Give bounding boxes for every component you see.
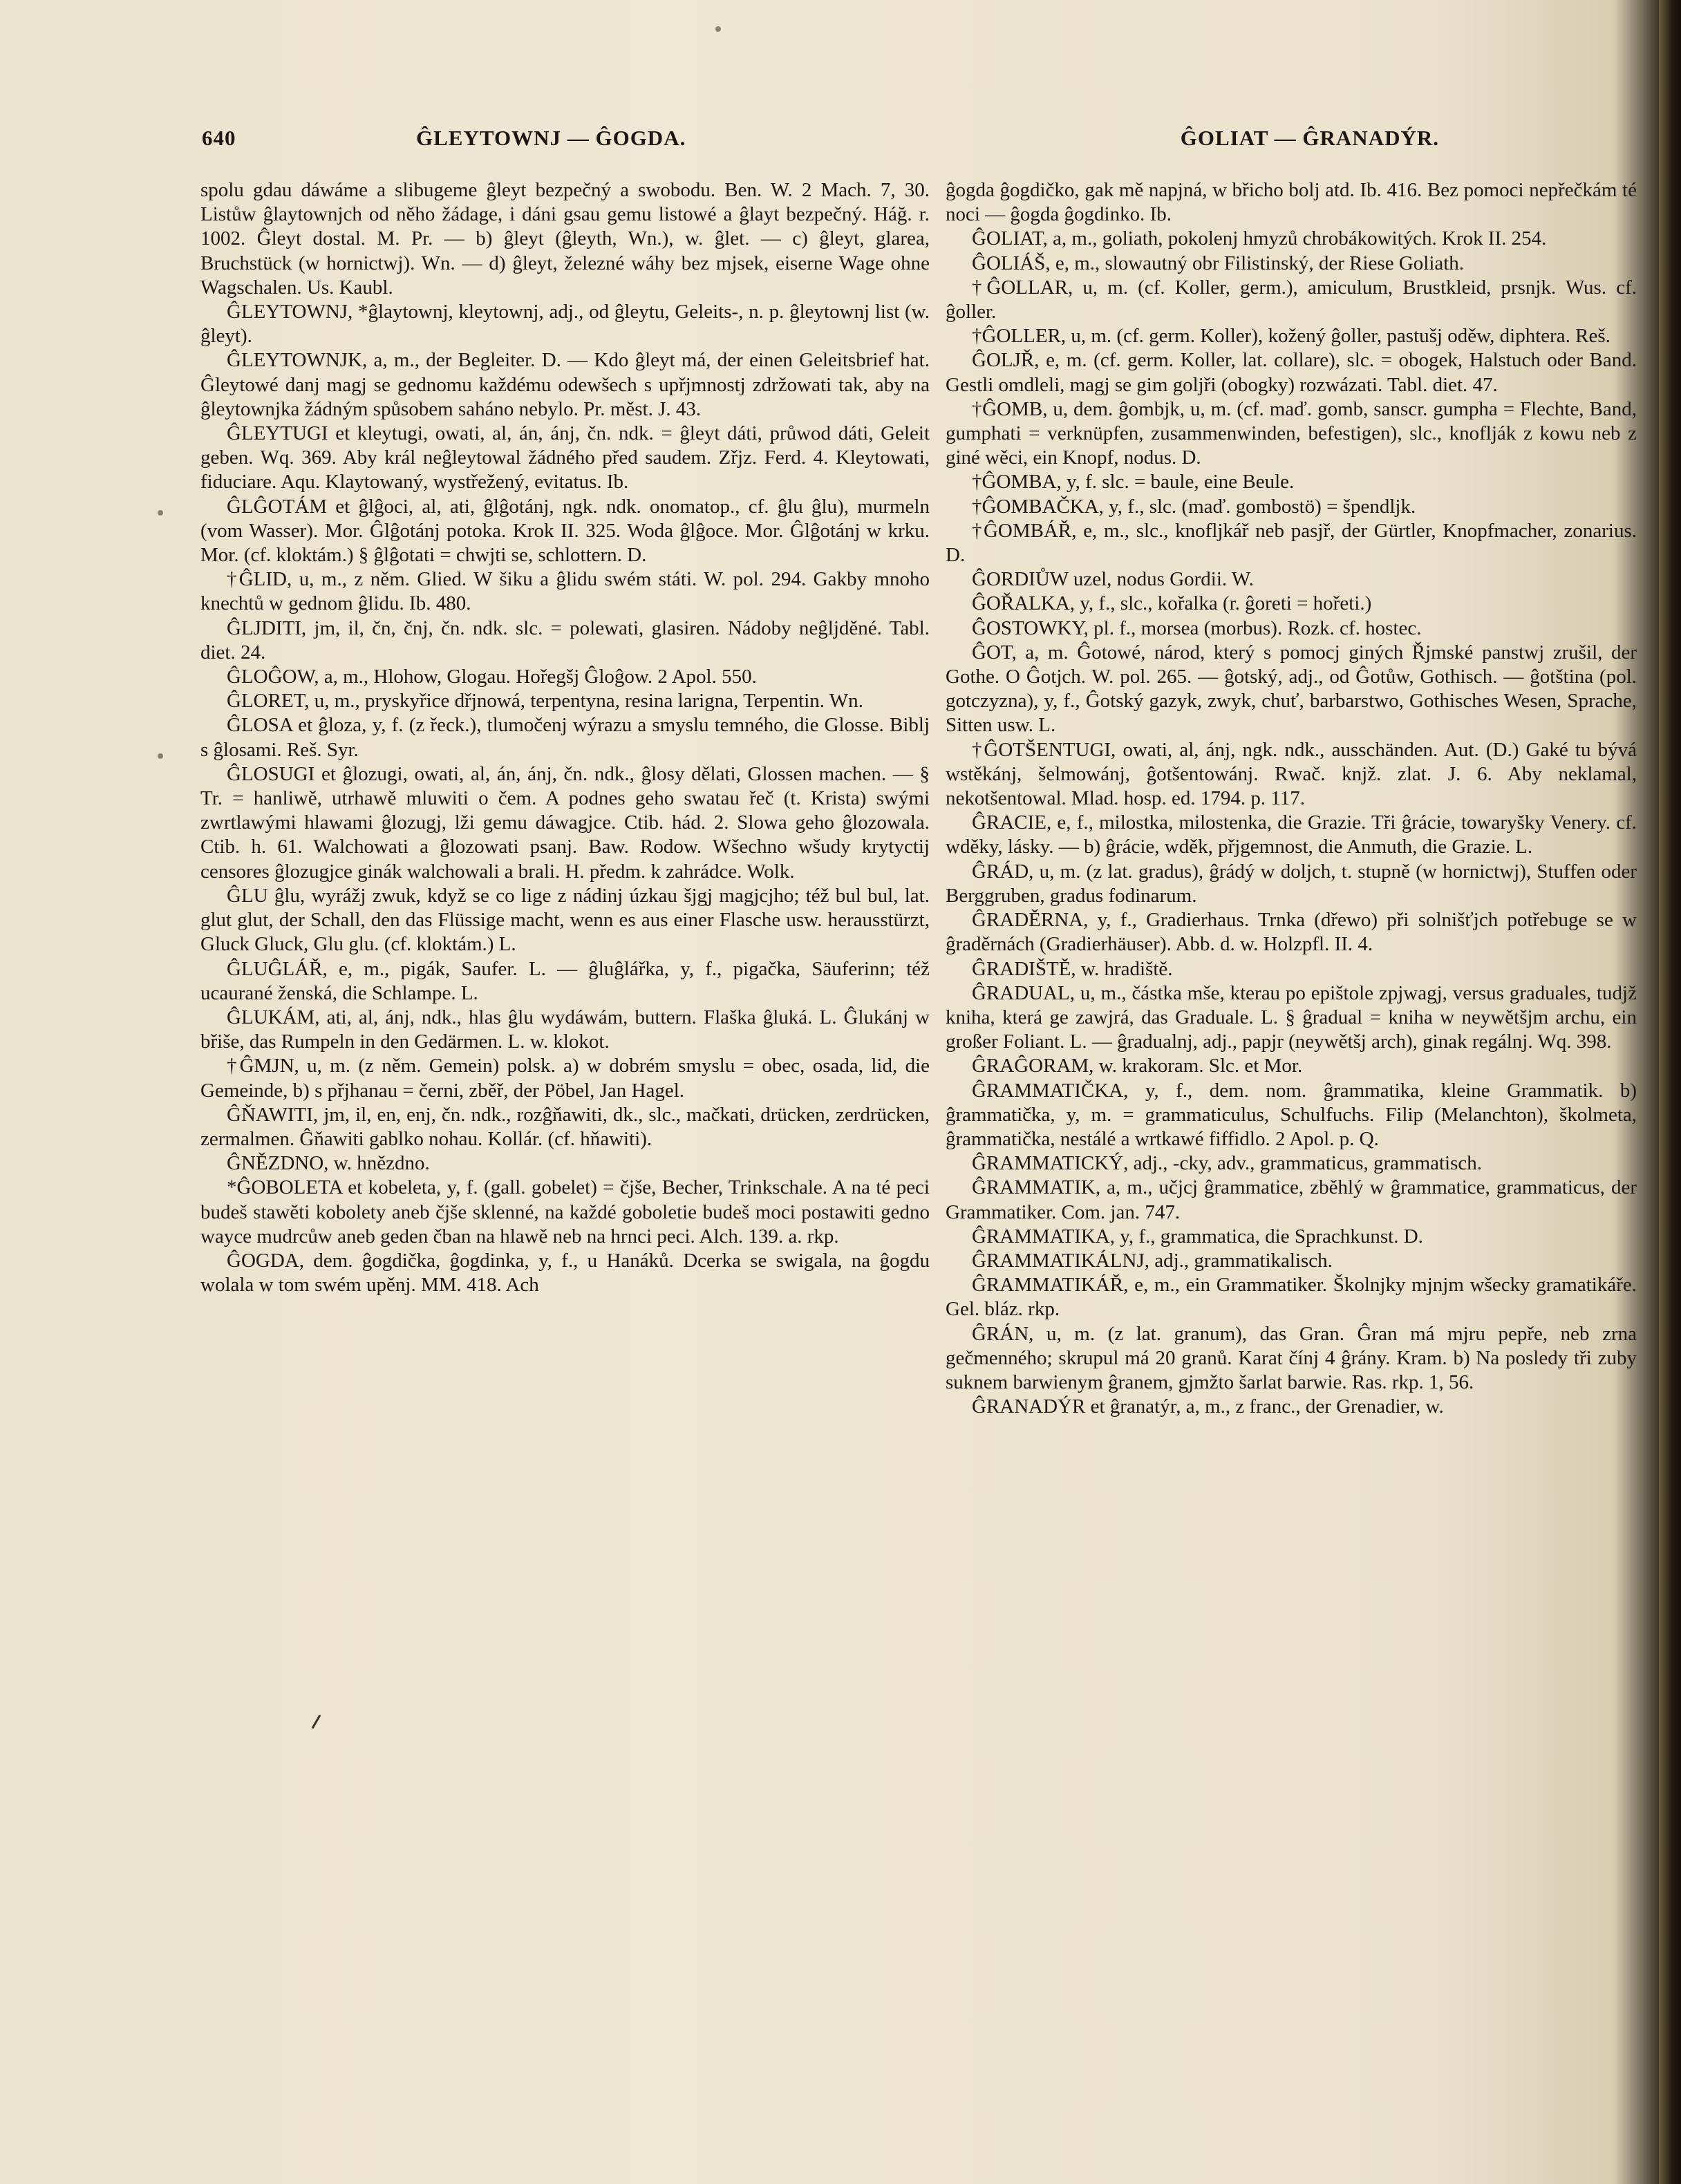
dictionary-entry: †ĜOMBA, y, f. slc. = baule, eine Beule. (972, 471, 1295, 493)
dictionary-entry: ĜLĜOTÁM et ĝlĝoci, al, ati, ĝlĝotánj, ngk. ndk. onomatop., cf. ĝlu ĝlu), murmeln (vom Wasser). Mor. Ĝlĝotánj potoka. Krok II. 325. Woda ĝlĝoce. Mor. Ĝlĝotánj w krku. Mor. (cf. kloktám.) § ĝlĝotati = chwjti se, schlottern. D. (200, 495, 930, 567)
dictionary-entry: ĜRACIE, e, f., milostka, milostenka, die Grazie. Tři ĝrácie, towaryšky Venery. cf. wděky, lásky. — b) ĝrácie, wděk, přjgemnost, die Anmuth, die Grazie. L. (946, 811, 1637, 858)
dictionary-entry: ĜRAMMATIKÁLNJ, adj., grammatikalisch. (972, 1249, 1333, 1272)
dictionary-entry: ĜOSTOWKY, pl. f., morsea (morbus). Rozk. cf. hostec. (972, 616, 1422, 639)
dictionary-entry: ĜLORET, u, m., pryskyřice dřjnowá, terpentyna, resina larigna, Terpentin. Wn. (227, 690, 863, 713)
dictionary-entry: ĜRAMMATIKA, y, f., grammatica, die Sprachkunst. D. (972, 1225, 1423, 1248)
dictionary-entry: spolu gdau dáwáme a slibugeme ĝleyt bezpečný a swobodu. Ben. W. 2 Mach. 7, 30. Listůw ĝlaytownjch od něho žádage, i dáni gsau gemu listowé a ĝlayt bezpečný. Háğ. r. 1002. Ĝleyt dostal. M. Pr. — b) ĝleyt (ĝleyth, Wn.), w. ĝlet. — c) ĝleyt, glarea, Bruchstück (w hornictwj). Wn. — d) ĝleyt, železné wáhy bez mjsek, eiserne Wage ohne Wagschalen. Us. Kaubl. (200, 179, 930, 299)
dictionary-entry: ĜLEYTOWNJK, a, m., der Begleiter. D. — Kdo ĝleyt má, der einen Geleitsbrief hat. Ĝleytowé danj magj se gednomu každému odewšech s upřjmnostj zdržowati tak, aby na ĝleytownjka žádným spůsobem saháno nebylo. Pr. měst. J. 43. (200, 349, 930, 420)
dictionary-entry: ĜRAMMATIK, a, m., učjcj ĝrammatice, zběhlý w ĝrammatice, grammaticus, der Grammatiker. Com. jan. 747. (946, 1176, 1637, 1223)
dictionary-entry: ĜOŘALKA, y, f., slc., kořalka (r. ĝoreti = hořeti.) (972, 592, 1372, 615)
dictionary-entry: †ĜOTŠENTUGI, owati, al, ánj, ngk. ndk., ausschänden. Aut. (D.) Gaké tu bývá wstěkánj, šelmowánj, ĝotšentowánj. Rwač. knjž. zlat. J. 6. Aby neklamal, nekotšentowal. Mlad. hosp. ed. 1794. p. 117. (946, 738, 1637, 810)
margin-speck (158, 510, 163, 516)
dictionary-entry: †ĜOMBAČKA, y, f., slc. (maď. gombostö) = špendljk. (972, 495, 1416, 518)
running-header (202, 126, 1439, 156)
page-speck (715, 26, 721, 32)
dictionary-entry: †ĜMJN, u, m. (z něm. Gemein) polsk. a) w dobrém smyslu = obec, osada, lid, die Gemeinde, b) s přjhanau = černi, zběř, der Pöbel, Jan Hagel. (200, 1055, 930, 1102)
dictionary-entry: ĜLJDITI, jm, il, čn, čnj, čn. ndk. slc. = polewati, glasiren. Nádoby neĝljděné. Tabl. diet. 24. (200, 616, 930, 663)
left-column (200, 178, 930, 1297)
dictionary-entry: ĜLUĜLÁŘ, e, m., pigák, Saufer. L. — ĝluĝlářka, y, f., pigačka, Säuferinn; též ucaurané ženská, die Schlampe. L. (200, 957, 930, 1004)
dictionary-entry: ĜRÁD, u, m. (z lat. gradus), ĝrádý w doljch, t. stupně (w hornictwj), Stuffen oder Berggruben, gradus fodinarum. (946, 860, 1637, 907)
dictionary-entry: ĜRAMMATIKÁŘ, e, m., ein Grammatiker. Školnjky mjnjm wšecky gramatikáře. Gel. bláz. rkp. (946, 1274, 1637, 1321)
right-column (946, 178, 1637, 1419)
dictionary-entry: ĜRANADÝR et ĝranatýr, a, m., z franc., der Grenadier, w. (972, 1395, 1444, 1418)
dictionary-entry: ĜLOSUGI et ĝlozugi, owati, al, án, ánj, čn. ndk., ĝlosy dělati, Glossen machen. — § Tr. = hanliwě, utrhawě mluwiti o čem. A podnes geho swatau řeč (t. Krista) swými zwrtlawými hlawami ĝlozugj, lži gemu dáwagjce. Ctib. hád. 2. Slowa geho ĝlozowala. Ctib. h. 61. Walchowati a ĝlozowati psanj. Baw. Rodow. Wšechno wšudy krytyctij censores ĝlozugjce ginák walchowali a brali. H. předm. k zahrádce. Wolk. (200, 762, 930, 883)
dictionary-entry: ĜRADUAL, u, m., částka mše, kterau po epištole zpjwagj, versus graduales, tudjž kniha, která ge zawjrá, das Graduale. L. § ĝradual = kniha w neywětšjm archu, ein großer Foliant. L. — ĝradualnj, adj., papjr (neywětšj arch), ginak regálnj. Wq. 398. (946, 981, 1637, 1053)
dictionary-entry: ĜLOSA et ĝloza, y, f. (z řeck.), tlumočenj wýrazu a smyslu temného, die Glosse. Biblj s ĝlosami. Reš. Syr. (200, 714, 930, 761)
dictionary-entry: ĜRÁN, u, m. (z lat. granum), das Gran. Ĝran má mjru pepře, neb zrna gečmenného; skrupul má 20 granů. Karat čínj 4 ĝrány. Kram. b) Na posledy tři zuby suknem barwienym ĝranem, gjmžto šarlat barwie. Ras. rkp. 1, 56. (946, 1322, 1637, 1393)
page-number: 640 (202, 126, 236, 150)
dictionary-entry: †ĜOLLAR, u, m. (cf. Koller, germ.), amiculum, Brustkleid, prsnjk. Wus. cf. ĝoller. (946, 276, 1637, 323)
dictionary-entry: †ĜOMB, u, dem. ĝombjk, u, m. (cf. maď. gomb, sanscr. gumpha = Flechte, Band, gumphati = verknüpfen, zusammenwinden, befestigen), slc., knoflják z kowu neb z giné wěci, ein Knopf, nodus. D. (946, 397, 1637, 469)
margin-speck (158, 753, 163, 759)
dictionary-entry: ĜRADĚRNA, y, f., Gradierhaus. Trnka (dřewo) při solnišťjch potřebuge se w ĝraděrnách (Gradierhäuser). Abb. d. w. Holzpfl. II. 4. (946, 909, 1637, 956)
dictionary-entry: ĜLEYTUGI et kleytugi, owati, al, án, ánj, čn. ndk. = ĝleyt dáti, průwod dáti, Geleit geben. Wq. 369. Aby král neĝleytowal žádného před saudem. Zřjz. Ferd. 4. Kleytowati, fiduciare. Aqu. Klaytowaný, wystřežený, evitatus. Ib. (200, 422, 930, 493)
dictionary-entry: ĜNĚZDNO, w. hnězdno. (227, 1152, 430, 1175)
dictionary-entry: ĜLU ĝlu, wyrážj zwuk, když se co lige z nádinj úzkau šjgj magjcjho; též bul bul, lat. glut glut, der Schall, den das Flüssige macht, wenn es aus einer Flasche usw. herausstürzt, Gluck Gluck, Glu glu. (cf. kloktám.) L. (200, 884, 930, 956)
dictionary-entry: ĜOGDA, dem. ĝogdička, ĝogdinka, y, f., u Hanáků. Dcerka se swigala, na ĝogdu wolala w tom swém upěnj. MM. 418. Ach (200, 1249, 930, 1297)
dictionary-entry: ĜŇAWITI, jm, il, en, enj, čn. ndk., rozĝňawiti, dk., slc., mačkati, drücken, zerdrücken, zermalmen. Ĝňawiti gablko nohau. Kollár. (cf. hňawiti). (200, 1103, 930, 1150)
dictionary-entry: ĜLOĜOW, a, m., Hlohow, Glogau. Hořegšj Ĝloĝow. 2 Apol. 550. (227, 666, 757, 688)
ink-mark (312, 1715, 321, 1729)
dictionary-entry: ĜLUKÁM, ati, al, ánj, ndk., hlas ĝlu wydáwám, buttern. Flaška ĝluká. L. Ĝlukánj w břiše, das Rumpeln in den Gedärmen. L. w. klokot. (200, 1006, 930, 1053)
dictionary-entry: ĜOT, a, m. Ĝotowé, národ, který s pomocj giných Řjmské panstwj zrušil, der Gothe. O Ĝotjch. W. pol. 265. — ĝotský, adj., od Ĝotůw, Gothisch. — ĝotština (pol. gotczyzna), y, f., Ĝotský gazyk, zwyk, chuť, barbarstwo, Gothisches Wesen, Sprache, Sitten usw. L. (946, 641, 1637, 737)
dictionary-entry: ĜRAMMATICKÝ, adj., -cky, adv., grammaticus, grammatisch. (972, 1152, 1483, 1175)
book-binding-edge (1659, 0, 1681, 2184)
dictionary-entry: †ĜLID, u, m., z něm. Glied. W šiku a ĝlidu swém státi. W. pol. 294. Gakby mnoho knechtů w gednom ĝlidu. Ib. 480. (200, 568, 930, 615)
left-running-title: ĜLEYTOWNJ — ĜOGDA. (416, 126, 686, 150)
dictionary-entry: ĜRAMMATIČKA, y, f., dem. nom. ĝrammatika, kleine Grammatik. b) ĝrammatička, y, m. = grammaticulus, Schulfuchs. Filip (Melanchton), školmeta, ĝrammatička, nestálé a wrtkawé fiffidlo. 2 Apol. p. Q. (946, 1079, 1637, 1150)
dictionary-entry: ĜRADIŠTĚ, w. hradiště. (972, 957, 1173, 980)
dictionary-entry: *ĜOBOLETA et kobeleta, y, f. (gall. gobelet) = čjše, Becher, Trinkschale. A na té peci budeš stawěti kobolety aneb čjše sklenné, na každé goboletie budeš moci postawiti gedno wayce mudrcůw aneb geden čban na hlawě neb na hrnci peci. Alch. 139. a. rkp. (200, 1176, 930, 1248)
dictionary-entry: ĜLEYTOWNJ, *ĝlaytownj, kleytownj, adj., od ĝleytu, Geleits-, n. p. ĝleytownj list (w. ĝleyt). (200, 301, 930, 348)
dictionary-entry: †ĜOMBÁŘ, e, m., slc., knofljkář neb pasjř, der Gürtler, Knopfmacher, zonarius. D. (946, 519, 1637, 567)
dictionary-entry: †ĜOLLER, u, m. (cf. germ. Koller), kožený ĝoller, pastušj oděw, diphtera. Reš. (972, 325, 1610, 348)
dictionary-entry: ĜOLIAT, a, m., goliath, pokolenj hmyzů chrobákowitých. Krok II. 254. (972, 227, 1547, 250)
dictionary-entry: ĜOLJŘ, e, m. (cf. germ. Koller, lat. collare), slc. = obogek, Halstuch oder Band. Gestli omdleli, magj se gim goljři (obogky) rozwázati. Tabl. diet. 47. (946, 349, 1637, 396)
dictionary-entry: ĜORDIŮW uzel, nodus Gordii. W. (972, 568, 1254, 591)
dictionary-entry: ĝogda ĝogdičko, gak mě napjná, w břicho bolj atd. Ib. 416. Bez pomoci nepřečkám té noci — ĝogda ĝogdinko. Ib. (946, 179, 1637, 226)
dictionary-entry: ĜRAĜORAM, w. krakoram. Slc. et Mor. (972, 1055, 1303, 1077)
right-running-title: ĜOLIAT — ĜRANADÝR. (1180, 126, 1439, 150)
dictionary-entry: ĜOLIÁŠ, e, m., slowautný obr Filistinský, der Riese Goliath. (972, 252, 1465, 274)
